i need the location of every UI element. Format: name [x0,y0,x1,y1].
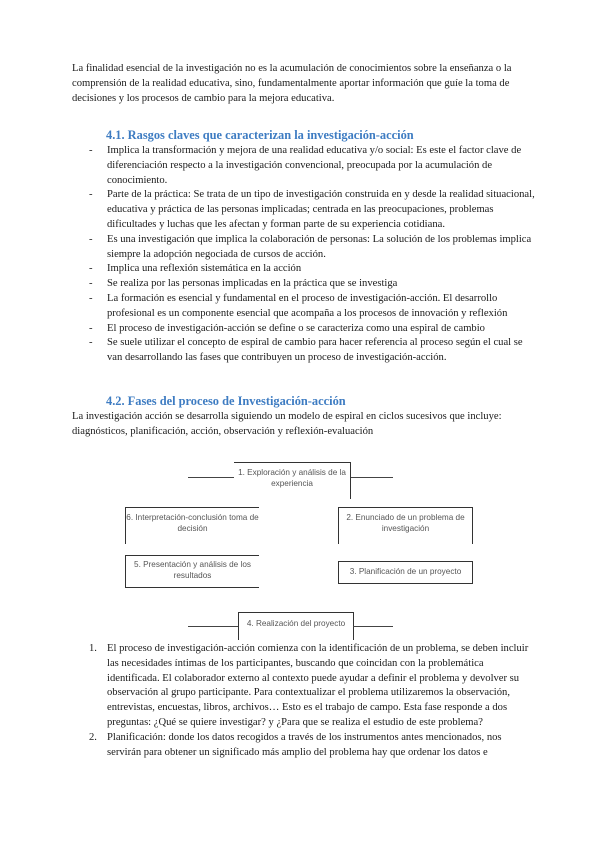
section-heading-4-2: 4.2. Fases del proceso de Investigación-acción [106,394,346,408]
list-item: 2. Planificación: donde los datos recogidos a través de los instrumentos antes mencionados, nos servirán para obtener un significado más amplio del problema hay que ordenar los datos e [89,731,502,758]
phase-box-6: 6. Interpretación-conclusión toma de decisión [125,507,259,544]
list-item: - El proceso de investigación-acción se define o se caracteriza como una espiral de cambio [89,322,485,334]
phase-box-2: 2. Enunciado de un problema de investigación [338,507,473,544]
phase-box-1: 1. Exploración y análisis de la experiencia [234,462,351,499]
connector-line [351,477,393,478]
list-item: - Es una investigación que implica la colaboración de personas: La solución de los problemas implica siempre la adopción negociada de cursos de acción. [89,233,532,260]
connector-line [188,626,238,627]
connector-line [353,626,393,627]
list-item: - Se suele utilizar el concepto de espiral de cambio para hacer referencia al proceso según el cual se van desarrollando las fases que contribuyen un proceso de investigación-acción. [89,337,523,364]
list-item: - Implica una reflexión sistemática en la acción [89,263,302,275]
phase-box-3: 3. Planificación de un proyecto [338,561,473,584]
list-item: 1. El proceso de investigación-acción comienza con la identificación de un problema, se deben incluir las necesidades íntimas de los participantes, buscando que coincidan con la problemática identificada. El colaborador externo al contexto puede ayudar a definir el problema y devolver su observación al grupo participante. Para contextualizar el problema utilizaremos la observación, entrevistas, encuestas, libros, archivos… Esto es el trabajo de campo. Esta fase responde a dos preguntas: ¿Qué se quiere investigar? y ¿Para que se realiza el estudio de este problema? [89,643,529,728]
connector-line [188,477,234,478]
phase-box-4: 4. Realización del proyecto [238,612,354,640]
intro-paragraph: La finalidad esencial de la investigación no es la acumulación de conocimientos sobre la enseñanza o la comprensión de la realidad educativa, sino, fundamentalmente aportar información que guíe la toma de decisiones y los procesos de cambio para la mejora educativa. [72,63,512,104]
list-item: - La formación es esencial y fundamental en el proceso de investigación-acción. El desarrollo profesional es un componente esencial que acompaña a los procesos de innovación y reflexión [89,292,508,319]
phases-intro-paragraph: La investigación acción se desarrolla siguiendo un modelo de espiral en ciclos sucesivos que incluye: diagnósticos, planificación, acción, observación y reflexión-evaluación [72,411,502,437]
section-heading-4-1: 4.1. Rasgos claves que caracterizan la investigación-acción [106,128,414,142]
list-item: - Parte de la práctica: Se trata de un tipo de investigación construida en y desde la realidad situacional, educativa y práctica de las personas implicadas; centrada en las preocupaciones, problemas dificultades y luchas que les afectan y forman parte de su experiencia cotidiana. [89,189,535,230]
phases-steps-list [72,642,538,760]
list-item: - Implica la transformación y mejora de una realidad educativa y/o social: Es este el factor clave de diferenciación respecto a la investigación convencional, preocupada por la acumulación de conocimiento. [89,145,522,186]
list-item: - Se realiza por las personas implicadas en la práctica que se investiga [89,278,398,290]
key-traits-list [72,144,538,366]
phase-box-5: 5. Presentación y análisis de los resultados [125,555,259,588]
